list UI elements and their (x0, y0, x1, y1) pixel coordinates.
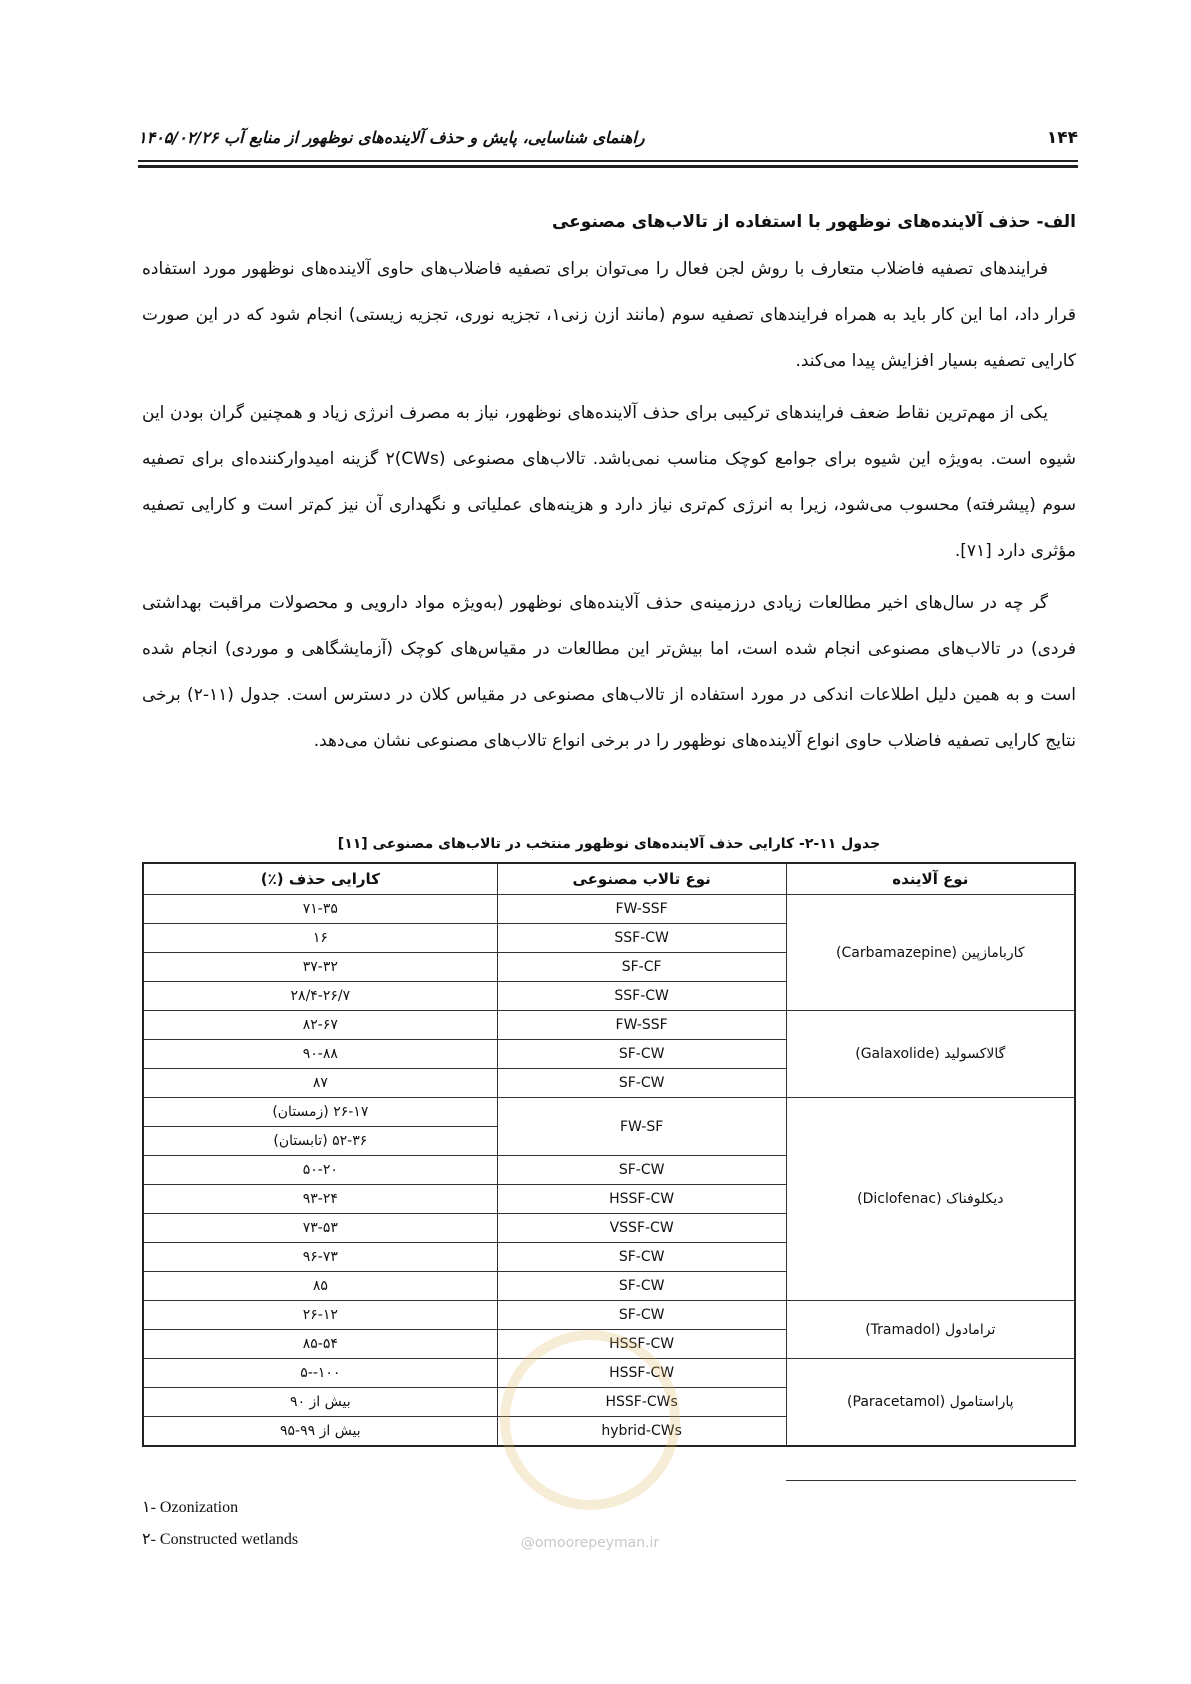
efficiency-cell: ۲۶-۱۷ (زمستان) (143, 1098, 497, 1127)
efficiency-cell: ۷۱-۳۵ (143, 895, 497, 924)
paragraph-3: گر چه در سال‌های اخیر مطالعات زیادی درزمینه‌ی حذف آلاینده‌های نوظهور (به‌ویژه مواد دارویی و محصولات مراقبت بهداشتی فردی) در تالاب‌های مصنوعی انجام شده است، اما بیش‌تر این مطالعات در مقیاس‌های کوچک (آزمایشگاهی و موردی) انجام شده است و به همین دلیل اطلاعات اندکی در مورد استفاده از تالاب‌های مصنوعی در مقیاس کلان در دسترس است. جدول (۱۱-۲) برخی نتایج کارایی تصفیه فاضلاب حاوی انواع آلاینده‌های نوظهور را در برخی انواع تالاب‌های مصنوعی نشان می‌دهد. (142, 593, 1076, 751)
efficiency-cell: ۵۰-۲۰ (143, 1156, 497, 1185)
efficiency-cell: ۱۰۰--۵ (143, 1359, 497, 1388)
header-efficiency: کارایی حذف (٪) (143, 863, 497, 895)
table-row (143, 895, 1075, 924)
header-rule (138, 160, 1078, 162)
section-body (142, 212, 1076, 770)
efficiency-cell: ۸۵-۵۴ (143, 1330, 497, 1359)
efficiency-cell: ۱۶ (143, 924, 497, 953)
wetland-type-cell: HSSF-CW (497, 1330, 786, 1359)
wetland-type-cell: FW-SF (497, 1098, 786, 1156)
efficiency-cell: ۹۰-۸۸ (143, 1040, 497, 1069)
paragraph-1: فرایندهای تصفیه فاضلاب متعارف با روش لجن فعال را می‌توان برای تصفیه فاضلاب‌های حاوی آلاینده‌های نوظهور مورد استفاده قرار داد، اما این کار باید به همراه فرایندهای تصفیه سوم (مانند ازن زنی۱، تجزیه نوری، تجزیه زیستی) انجام شود که در این صورت کارایی تصفیه بسیار افزایش پیدا می‌کند. (142, 259, 1076, 371)
wetland-type-cell: SF-CW (497, 1156, 786, 1185)
header-pollutant: نوع آلاینده (786, 863, 1075, 895)
wetland-type-cell: SF-CF (497, 953, 786, 982)
wetland-type-cell: FW-SSF (497, 895, 786, 924)
pollutant-cell: گالاکسولید (Galaxolide) (786, 1011, 1075, 1098)
wetland-type-cell: HSSF-CWs (497, 1388, 786, 1417)
wetland-type-cell: hybrid-CWs (497, 1417, 786, 1447)
pollutant-cell: پاراستامول (Paracetamol) (786, 1359, 1075, 1447)
efficiency-cell: بیش از ۹۰ (143, 1388, 497, 1417)
efficiency-cell: ۲۶-۱۲ (143, 1301, 497, 1330)
wetland-type-cell: SF-CW (497, 1243, 786, 1272)
table-row (143, 1011, 1075, 1040)
efficiency-cell: ۸۷ (143, 1069, 497, 1098)
running-title: راهنمای شناسایی، پایش و حذف آلاینده‌های نوظهور از منابع آب ۱۴۰۵/۰۲/۲۶ (138, 128, 645, 147)
pollutant-cell: ترامادول (Tramadol) (786, 1301, 1075, 1359)
footnote-rule (786, 1480, 1076, 1481)
efficiency-cell: ۷۳-۵۳ (143, 1214, 497, 1243)
pollutant-cell: دیکلوفناک (Diclofenac) (786, 1098, 1075, 1301)
wetland-type-cell: VSSF-CW (497, 1214, 786, 1243)
efficiency-cell: ۹۳-۲۴ (143, 1185, 497, 1214)
wetland-type-cell: SF-CW (497, 1301, 786, 1330)
section-heading: الف- حذف آلاینده‌های نوظهور با استفاده از تالاب‌های مصنوعی (551, 212, 1076, 232)
wetland-type-cell: HSSF-CW (497, 1359, 786, 1388)
efficiency-cell: ۵۲-۳۶ (تابستان) (143, 1127, 497, 1156)
wetland-type-cell: SF-CW (497, 1040, 786, 1069)
efficiency-cell: ۲۸/۴-۲۶/۷ (143, 982, 497, 1011)
efficiency-cell: بیش از ۹۹-۹۵ (143, 1417, 497, 1447)
table-header-row (143, 863, 1075, 895)
efficiency-cell: ۹۶-۷۳ (143, 1243, 497, 1272)
footnotes (142, 1492, 298, 1556)
wetland-type-cell: SF-CW (497, 1069, 786, 1098)
header-wetland-type: نوع تالاب مصنوعی (497, 863, 786, 895)
wetland-type-cell: SF-CW (497, 1272, 786, 1301)
pollutant-cell: کاربامازپین (Carbamazepine) (786, 895, 1075, 1011)
efficiency-cell: ۸۵ (143, 1272, 497, 1301)
efficiency-cell: ۳۷-۳۲ (143, 953, 497, 982)
page-number: ۱۴۴ (1046, 128, 1078, 148)
paragraph-2: یکی از مهم‌ترین نقاط ضعف فرایندهای ترکیبی برای حذف آلاینده‌های نوظهور، نیاز به مصرف انرژی زیاد و همچنین گران بودن این شیوه است. به‌ویژه این شیوه برای جوامع کوچک مناسب نمی‌باشد. تالاب‌های مصنوعی (CWs)۲ گزینه امیدوارکننده‌ای برای تصفیه سوم (پیشرفته) محسوب می‌شود، زیرا به انرژی کم‌تری نیاز دارد و هزینه‌های عملیاتی و نگهداری آن نیز کم‌تر است و کارایی تصفیه مؤثری دارد [۷۱]. (142, 403, 1077, 561)
wetland-type-cell: SSF-CW (497, 982, 786, 1011)
wetland-type-cell: FW-SSF (497, 1011, 786, 1040)
footnote-1: ۱- Ozonization (142, 1499, 239, 1516)
efficiency-cell: ۸۲-۶۷ (143, 1011, 497, 1040)
header-rule-thick (138, 165, 1078, 168)
table-caption: جدول ۱۱-۲- کارایی حذف آلاینده‌های نوظهور منتخب در تالاب‌های مصنوعی [۱۱] (337, 836, 881, 852)
table-row (143, 1098, 1075, 1127)
page-header (138, 128, 1078, 160)
watermark-text: @omoorepeyman.ir (520, 1535, 660, 1551)
table-row (143, 1301, 1075, 1330)
footnote-2: ۲- Constructed wetlands (142, 1531, 299, 1548)
wetland-type-cell: HSSF-CW (497, 1185, 786, 1214)
watermark-seal (500, 1330, 680, 1510)
wetland-type-cell: SSF-CW (497, 924, 786, 953)
